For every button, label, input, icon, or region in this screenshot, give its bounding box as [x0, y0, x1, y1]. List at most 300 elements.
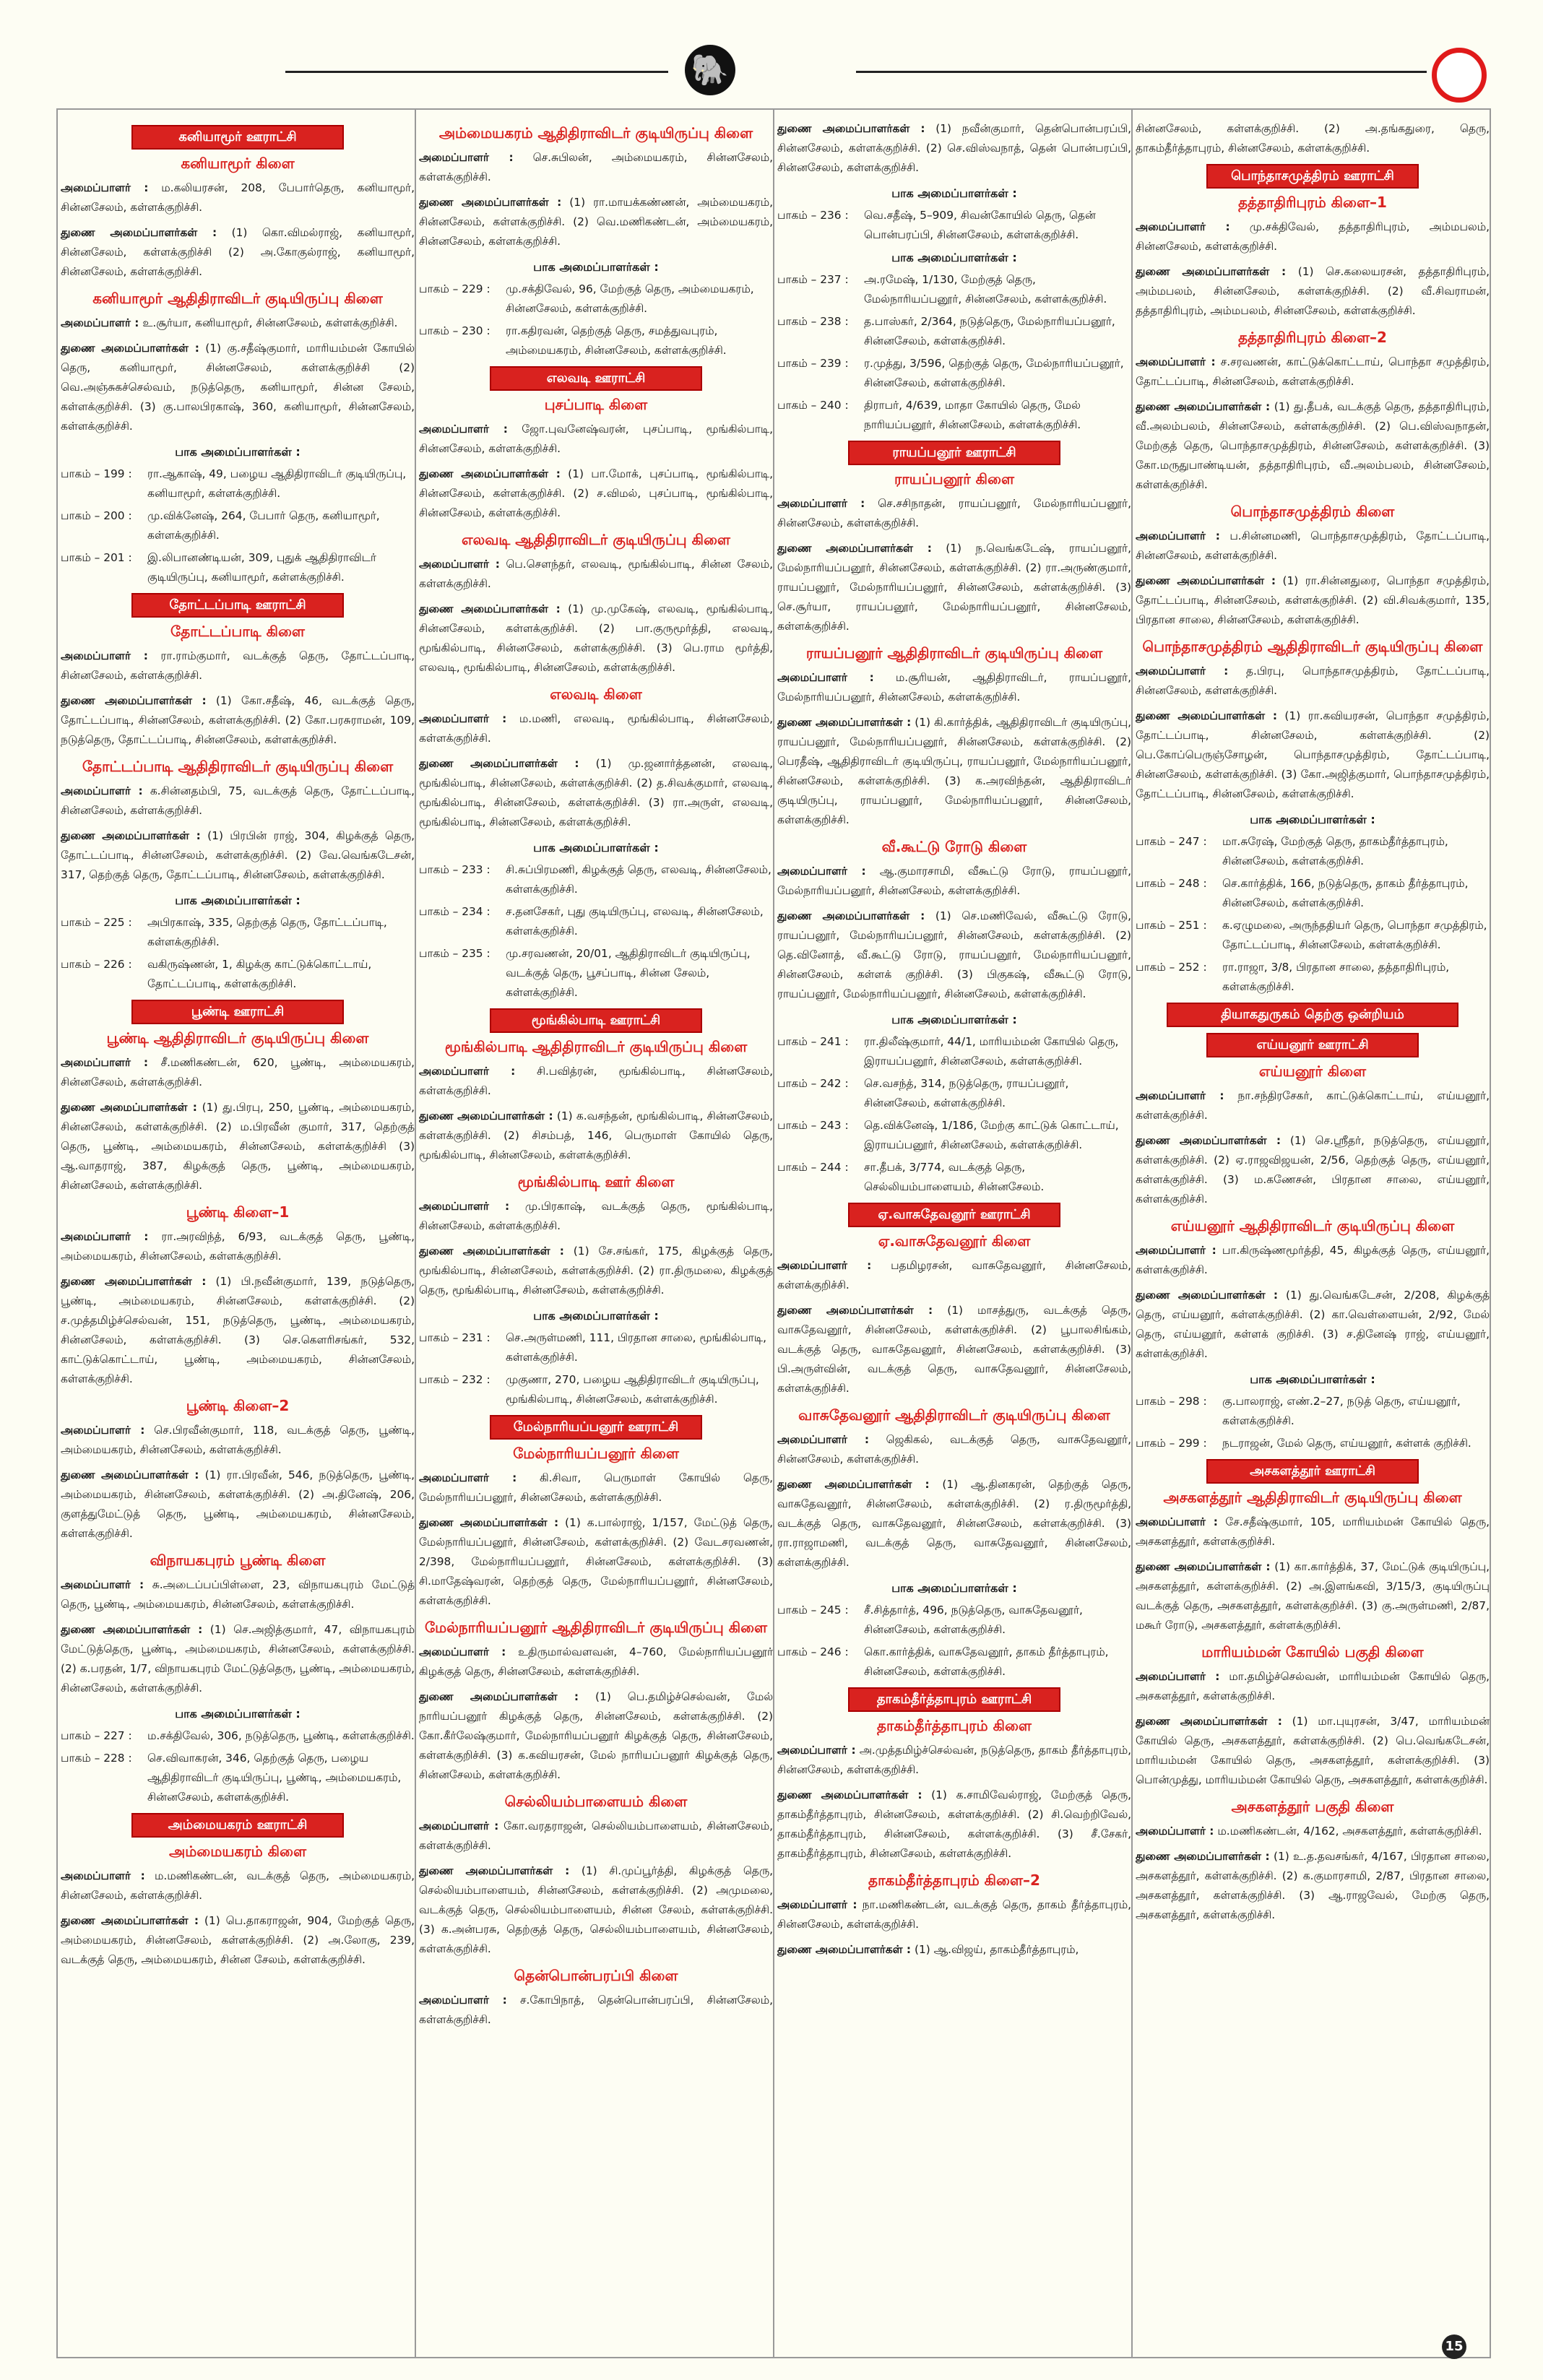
role-label: துணை அமைப்பாளர்கள் : — [1136, 709, 1278, 722]
organizer-details: பதமிழரசன், வாசுதேவனூர், சின்னசேலம், கள்ளக்குறிச்சி. — [777, 1259, 1131, 1291]
part-number: பாகம் – 227 : — [61, 1729, 132, 1742]
role-label: அமைப்பாளர் : — [419, 1200, 510, 1213]
organizer-entry — [1136, 352, 1490, 391]
part-details: முகுணா, 270, பழைய ஆதிதிராவிடர் குடியிருப்பு, மூங்கில்பாடி, சின்னசேலம், கள்ளக்குறிச்சி. — [506, 1373, 759, 1406]
branch-heading: தத்தாதிரிபுரம் கிளை–2 — [1238, 329, 1387, 346]
organizer-details: (1) து.பிரபு, 250, பூண்டி, அம்மையகரம், சின்னசேலம், கள்ளக்குறிச்சி. (2) ம.பிரவீன் குமார், 317, தெற்குத் தெரு, பூண்டி, அம்மையகரம், சின்னசேலம், கள்ளக்குறிச்சி (3) ஆ.வாதராஜ், 387, கிழக்குத் தெரு, பூண்டி, அம்மையகரம், சின்னசேலம், கள்ளக்குறிச்சி. — [61, 1101, 415, 1192]
branch-heading: எய்யனூர் கிளை — [1258, 1063, 1367, 1080]
organizer-entry — [419, 1861, 773, 1959]
part-organizers-heading: பாக அமைப்பாளர்கள் : — [175, 445, 301, 459]
organizer-entry — [419, 420, 773, 459]
part-organizers-heading: பாக அமைப்பாளர்கள் : — [533, 260, 659, 274]
role-label: துணை அமைப்பாளர்கள் : — [1136, 1134, 1281, 1147]
organizer-entry — [1136, 706, 1490, 804]
role-label: அமைப்பாளர் : — [1136, 529, 1220, 542]
panchayat-banner: ஏ.வாசுதேவனூர் ஊராட்சி — [848, 1203, 1060, 1227]
role-label: அமைப்பாளர் : — [1136, 1515, 1218, 1528]
organizer-details: (1) ந.வெங்கடேஷ், ராயப்பனூர், மேல்நாரியப்பனூர், சின்னசேலம், கள்ளக்குறிச்சி. (2) ரா.அருண்குமார், ராயப்பனூர், மேல்நாரியப்பனூர், சின்னசேலம், கள்ளக்குறிச்சி. (3) செ.சூர்யா, ராயப்பனூர், மேல்நாரியப்பனூர், சின்னசேலம், கள்ளக்குறிச்சி. — [777, 542, 1131, 633]
organizer-details: சி.பவித்ரன், மூங்கில்பாடி, சின்னசேலம், கள்ளக்குறிச்சி. — [419, 1065, 773, 1097]
role-label: துணை அமைப்பாளர்கள் : — [61, 1468, 199, 1481]
role-label: துணை அமைப்பாளர்கள் : — [1136, 1289, 1279, 1302]
role-label: அமைப்பாளர் : — [419, 423, 508, 436]
branch-heading: தாகம்தீர்த்தாபுரம் கிளை — [877, 1717, 1032, 1734]
part-details: மா.சுரேஷ், மேற்குத் தெரு, தாகம்தீர்த்தாபுரம், சின்னசேலம், கள்ளக்குறிச்சி. — [1222, 835, 1448, 867]
organizer-entry — [419, 600, 773, 678]
organizer-entry — [1136, 527, 1490, 566]
part-organizers-heading: பாக அமைப்பாளர்கள் : — [1250, 1372, 1375, 1386]
organizer-details: (1) க.வசந்தன், மூங்கில்பாடி, சின்னசேலம், கள்ளக்குறிச்சி. (2) சிசம்பத், 146, பெருமாள் கோயில் தெரு, மூங்கில்பாடி, சின்னசேலம், கள்ளக்குறிச்சி. — [419, 1109, 773, 1161]
part-entry — [777, 206, 1131, 245]
organizer-entry — [61, 691, 415, 750]
role-label: அமைப்பாளர் : — [777, 1433, 870, 1446]
organizer-details: (1) மு.முகேஷ், எலவடி, மூங்கில்பாடி, சின்னசேலம், கள்ளக்குறிச்சி. (2) பா.குருமூர்த்தி, எலவடி, மூங்கில்பாடி, சின்னசேலம், கள்ளக்குறிச்சி. (3) பெ.ராம மூர்த்தி, எலவடி, மூங்கில்பாடி, சின்னசேலம், கள்ளக்குறிச்சி. — [419, 602, 773, 674]
branch-heading: பூண்டி கிளை–2 — [186, 1397, 290, 1414]
role-label: துணை அமைப்பாளர்கள் : — [61, 342, 199, 355]
organizer-details: கி.சிவா, பெருமாள் கோயில் தெரு, மேல்நாரியப்பனூர், சின்னசேலம், கள்ளக்குறிச்சி. — [419, 1471, 773, 1504]
organizer-entry — [1136, 262, 1490, 321]
organizer-details: (1) மு.ஜனார்த்தனன், எலவடி, மூங்கில்பாடி, சின்னசேலம், கள்ளக்குறிச்சி. (2) த.சிவக்குமார், எலவடி, மூங்கில்பாடி, சின்னசேலம், கள்ளக்குறிச்சி. (3) ரா.அருள், எலவடி, மூங்கில்பாடி, சின்னசேலம், கள்ளக்குறிச்சி. — [419, 757, 773, 828]
role-label: அமைப்பாளர் : — [419, 1645, 506, 1658]
part-organizers-heading: பாக அமைப்பாளர்கள் : — [891, 1013, 1017, 1026]
organizer-entry — [419, 464, 773, 523]
organizer-details: ஜோ.புவனேஷ்வரன், புசப்பாடி, மூங்கில்பாடி, சின்னசேலம், கள்ளக்குறிச்சி. — [419, 423, 773, 455]
organizer-details: (1) ஆ.விஜய், தாகம்தீர்த்தாபுரம், — [914, 1943, 1079, 1956]
branch-heading: புசப்பாடி கிளை — [544, 396, 648, 413]
part-details: அ.ரமேஷ், 1/130, மேற்குத் தெரு, மேல்நாரியப்பனூர், சின்னசேலம், கள்ளக்குறிச்சி. — [864, 273, 1107, 306]
organizer-entry — [1136, 1847, 1490, 1925]
organizer-details: ஆ.குமாரசாமி, வீகூட்டு ரோடு, ராயப்பனூர், மேல்நாரியப்பனூர், சின்னசேலம், கள்ளக்குறிச்சி. — [777, 865, 1131, 897]
part-number: பாகம் – 251 : — [1136, 919, 1207, 932]
part-entry — [1136, 832, 1490, 871]
part-details: சீ.சித்தார்த், 496, நடுத்தெரு, வாசுதேவனூர், சின்னசேலம், கள்ளக்குறிச்சி. — [864, 1604, 1083, 1636]
part-details: நடராஜன், மேல் தெரு, எய்யனூர், கள்ளக் குறிச்சி. — [1222, 1437, 1471, 1450]
organizer-details: உதிருமால்வளவன், 4–760, மேல்நாரியப்பனூர் கிழக்குத் தெரு, சின்னசேலம், கள்ளக்குறிச்சி. — [419, 1645, 773, 1678]
organizer-details: ம.கலியரசன், 208, பேபார்தெரு, கனியாமூர், சின்னசேலம், கள்ளக்குறிச்சி. — [61, 181, 415, 214]
part-details: ரா.ஆகாஷ், 49, பழைய ஆதிதிராவிடர் குடியிருப்பு, கனியாமூர், கள்ளக்குறிச்சி. — [147, 467, 407, 500]
organizer-entry — [777, 1940, 1131, 1960]
organizer-details: ஜெகிகல், வடக்குத் தெரு, வாசுதேவனூர், சின்னசேலம், கள்ளக்குறிச்சி. — [777, 1433, 1131, 1466]
role-label: துணை அமைப்பாளர்கள் : — [1136, 1560, 1271, 1573]
organizer-details: மு.பிரகாஷ், வடக்குத் தெரு, மூங்கில்பாடி, சின்னசேலம், கள்ளக்குறிச்சி. — [419, 1200, 773, 1232]
part-details: ரா.திலீஷ்குமார், 44/1, மாரியம்மன் கோயில் தெரு, இராயப்பனூர், சின்னசேலம், கள்ளக்குறிச்சி. — [864, 1035, 1119, 1068]
part-number: பாகம் – 298 : — [1136, 1395, 1207, 1408]
organizer-details: (1) செ.கலையரசன், தத்தாதிரிபுரம், அம்மபலம், சின்னசேலம், கள்ளக்குறிச்சி. (2) வீ.சிவராமன், தத்தாதிரிபுரம், அம்மபலம், சின்னசேலம், கள்ளக்குறிச்சி. — [1136, 265, 1490, 317]
role-label: துணை அமைப்பாளர்கள் : — [419, 1864, 570, 1877]
page-header — [0, 0, 1543, 116]
organizer-details: (1) ரா.கவியரசன், பொந்தா சமுத்திரம், தோட்டப்பாடி, சின்னசேலம், கள்ளக்குறிச்சி. (2) பெ.கோப்பெருஞ்சோழன், பொந்தாசமுத்திரம், தோட்டப்பாடி, சின்னசேலம், கள்ளக்குறிச்சி. (3) கோ.அஜித்குமார், பொந்தாசமுத்திரம், தோட்டப்பாடி, சின்னசேலம், கள்ளக்குறிச்சி. — [1136, 709, 1490, 800]
organizer-entry — [61, 313, 415, 333]
role-label: துணை அமைப்பாளர்கள் : — [777, 1304, 933, 1317]
part-organizers-heading: பாக அமைப்பாளர்கள் : — [891, 1581, 1017, 1595]
organizer-details: ரா.அரவிந்த், 6/93, வடக்குத் தெரு, பூண்டி, அம்மையகரம், சின்னசேலம், கள்ளக்குறிச்சி. — [61, 1230, 415, 1263]
role-label: துணை அமைப்பாளர்கள் : — [1136, 400, 1271, 413]
branch-heading: மூங்கில்பாடி ஆதிதிராவிடர் குடியிருப்பு கிளை — [444, 1038, 748, 1055]
panchayat-banner: எலவடி ஊராட்சி — [490, 366, 702, 391]
part-number: பாகம் – 240 : — [777, 399, 849, 412]
part-details: கொ.கார்த்திக், வாசுதேவனூர், தாகம் தீர்த்தாபுரம், சின்னசேலம், கள்ளக்குறிச்சி. — [864, 1645, 1109, 1678]
part-entry — [1136, 1434, 1490, 1453]
part-entry — [419, 902, 773, 941]
part-entry — [419, 860, 773, 899]
organizer-entry — [1136, 1712, 1490, 1790]
organizer-details: பெ.சௌந்தர், எலவடி, மூங்கில்பாடி, சின்ன சேலம், கள்ளக்குறிச்சி. — [419, 558, 773, 590]
part-number: பாகம் – 234 : — [419, 905, 490, 918]
role-label: துணை அமைப்பாளர்கள் : — [1136, 1715, 1282, 1728]
column-3 — [777, 119, 1131, 2329]
organizer-entry — [419, 1687, 773, 1785]
organizer-entry — [419, 709, 773, 748]
part-entry — [777, 1643, 1131, 1682]
organizer-entry — [419, 1513, 773, 1611]
part-details: இ.லிபானண்டியன், 309, புதுக் ஆதிதிராவிடர் குடியிருப்பு, கனியாமூர், கள்ளக்குறிச்சி. — [147, 551, 376, 584]
part-details: ம.சக்திவேல், 306, நடுத்தெரு, பூண்டி, கள்ளக்குறிச்சி. — [147, 1729, 415, 1742]
organizer-details: சு.அடைப்பப்பிள்ளை, 23, விநாயகபுரம் மேட்டுத் தெரு, பூண்டி, அம்மையகரம், சின்னசேலம், கள்ளக்குறிச்சி. — [61, 1578, 415, 1611]
organizer-entry — [1136, 1086, 1490, 1125]
part-entry — [419, 944, 773, 1003]
organizer-entry — [61, 178, 415, 217]
role-label: அமைப்பாளர் : — [419, 1065, 516, 1078]
part-organizers-heading: பாக அமைப்பாளர்கள் : — [533, 841, 659, 854]
organizer-details: (1) நவீன்குமார், தென்பொன்பரப்பி, சின்னசேலம், கள்ளக்குறிச்சி. (2) செ.விஸ்வநாத், தென் பொன்பரப்பி, சின்னசேலம், கள்ளக்குறிச்சி. — [777, 122, 1131, 174]
part-entry — [1136, 874, 1490, 913]
part-number: பாகம் – 241 : — [777, 1035, 849, 1048]
organizer-details: (1) க.பால்ராஜ், 1/157, மேட்டுத் தெரு, மேல்நாரியப்பனூர், சின்னசேலம், கள்ளக்குறிச்சி. (2) வேடசரவணன், 2/398, மேல்நாரியப்பனூர், சின்னசேலம், கள்ளக்குறிச்சி. (3) சி.மாதேஷ்வரன், தெற்குத் தெரு, மேல்நாரியப்பனூர், சின்னசேலம், கள்ளக்குறிச்சி. — [419, 1516, 773, 1607]
organizer-entry — [61, 1866, 415, 1905]
organizer-entry — [1136, 1241, 1490, 1280]
organizer-details: (1) க.சாமிவேல்ராஜ், மேற்குத் தெரு, தாகம்தீர்த்தாபுரம், சின்னசேலம், கள்ளக்குறிச்சி. (2) சி.வெற்றிவேல், தாகம்தீர்த்தாபுரம், சின்னசேலம், கள்ளக்குறிச்சி. (3) சீ.சேகர், தாகம்தீர்த்தாபுரம், சின்னசேலம், கள்ளக்குறிச்சி. — [777, 1788, 1131, 1860]
header-rule-left — [285, 71, 668, 73]
red-ring-icon — [1432, 48, 1487, 103]
part-entry — [419, 321, 773, 360]
part-organizers-heading: பாக அமைப்பாளர்கள் : — [175, 1707, 301, 1721]
branch-heading: எய்யனூர் ஆதிதிராவிடர் குடியிருப்பு கிளை — [1170, 1217, 1455, 1234]
organizer-details: (1) கி.கார்த்திக், ஆதிதிராவிடர் குடியிருப்பு, ராயப்பனூர், மேல்நாரியப்பனூர், சின்னசேலம், கள்ளக்குறிச்சி. (2) பெரதீஷ், ஆதிதிராவிடர் குடியிருப்பு, ராயப்பனூர், மேல்நாரியப்பனூர், சின்னசேலம், கள்ளக்குறிச்சி. (3) க.அரவிந்தன், ஆதிதிராவிடர் குடியிருப்பு, ராயப்பனூர், மேல்நாரியப்பனூர், சின்னசேலம், கள்ளக்குறிச்சி. — [777, 716, 1131, 826]
role-label: துணை அமைப்பாளர்கள் : — [777, 1788, 922, 1801]
part-details: அபிரகாஷ், 335, தெற்குத் தெரு, தோட்டப்பாடி, கள்ளக்குறிச்சி. — [147, 916, 387, 948]
role-label: அமைப்பாளர் : — [419, 712, 507, 725]
panchayat-banner: பொந்தாசமுத்திரம் ஊராட்சி — [1206, 164, 1419, 189]
part-number: பாகம் – 229 : — [419, 282, 490, 295]
role-label: துணை அமைப்பாளர்கள் : — [777, 716, 912, 729]
organizer-details: (1) ரா.சின்னதுரை, பொந்தா சமுத்திரம், தோட்டப்பாடி, சின்னசேலம், கள்ளக்குறிச்சி. (2) வி.சிவக்குமார், 135, பிரதான சாலை, சின்னசேலம், கள்ளக்குறிச்சி. — [1136, 574, 1490, 626]
part-organizers-heading: பாக அமைப்பாளர்கள் : — [175, 893, 301, 907]
branch-heading: தோட்டப்பாடி ஆதிதிராவிடர் குடியிருப்பு கிளை — [82, 758, 394, 775]
branch-heading: எலவடி கிளை — [550, 685, 642, 703]
panchayat-banner: தாகம்தீர்த்தாபுரம் ஊராட்சி — [848, 1687, 1060, 1712]
organizer-entry — [1136, 119, 1490, 158]
column-2 — [419, 119, 773, 2329]
part-organizers-heading: பாக அமைப்பாளர்கள் : — [891, 186, 1017, 200]
part-number: பாகம் – 237 : — [777, 273, 849, 286]
branch-heading: தென்பொன்பரப்பி கிளை — [514, 1967, 678, 1984]
organizer-details: சின்னசேலம், கள்ளக்குறிச்சி. (2) அ.தங்கதுரை, தெரு, தாகம்தீர்த்தாபுரம், சின்னசேலம், கள்ளக்குறிச்சி. — [1136, 122, 1490, 155]
part-number: பாகம் – 230 : — [419, 324, 490, 337]
organizer-details: ம.மணி, எலவடி, மூங்கில்பாடி, சின்னசேலம், கள்ளக்குறிச்சி. — [419, 712, 773, 745]
part-details: சா.தீபக், 3/774, வடக்குத் தெரு, செல்லியம்பாளையம், சின்னசேலம். — [864, 1161, 1045, 1193]
part-number: பாகம் – 200 : — [61, 509, 132, 522]
role-label: அமைப்பாளர் : — [61, 1230, 149, 1243]
organizer-details: உ.சூர்யா, கனியாமூர், சின்னசேலம், கள்ளக்குறிச்சி. — [142, 316, 398, 329]
part-entry — [61, 464, 415, 503]
organizer-entry — [1136, 1131, 1490, 1209]
branch-heading: ஏ.வாசுதேவனூர் கிளை — [878, 1232, 1031, 1250]
organizer-details: ப.சின்னமணி, பொந்தாசமுத்திரம், தோட்டப்பாடி, சின்னசேலம், கள்ளக்குறிச்சி. — [1136, 529, 1490, 562]
part-number: பாகம் – 244 : — [777, 1161, 849, 1174]
organizer-entry — [777, 1430, 1131, 1469]
part-number: பாகம் – 236 : — [777, 209, 849, 222]
organizer-details: (1) ரா.பிரவீன், 546, நடுத்தெரு, பூண்டி, அம்மையகரம், சின்னசேலம், கள்ளக்குறிச்சி. (2) அ.தினேஷ், 206, குளத்துமேட்டுத் தெரு, பூண்டி, அம்மையகரம், சின்னசேலம், கள்ளக்குறிச்சி. — [61, 1468, 415, 1540]
part-number: பாகம் – 199 : — [61, 467, 132, 480]
panchayat-banner: கனியாமூர் ஊராட்சி — [131, 125, 344, 150]
organizer-details: மு.சக்திவேல், தத்தாதிரிபுரம், அம்மபலம், சின்னசேலம், கள்ளக்குறிச்சி. — [1136, 220, 1490, 253]
role-label: அமைப்பாளர் : — [419, 151, 514, 164]
organizer-entry — [61, 1227, 415, 1266]
column-1 — [61, 119, 415, 2329]
organizer-details: நா.மணிகண்டன், வடக்குத் தெரு, தாகம் தீர்த்தாபுரம், சின்னசேலம், கள்ளக்குறிச்சி. — [777, 1898, 1131, 1931]
organizer-entry — [419, 1643, 773, 1682]
organizer-details: ம.சூரியன், ஆதிதிராவிடர், ராயப்பனூர், மேல்நாரியப்பனூர், சின்னசேலம், கள்ளக்குறிச்சி. — [777, 671, 1131, 704]
branch-heading: ராயப்பனூர் ஆதிதிராவிடர் குடியிருப்பு கிளை — [805, 644, 1103, 662]
organizer-entry — [1136, 217, 1490, 256]
organizer-details: ம.மணிகண்டன், 4/162, அசகளத்தூர், கள்ளக்குறிச்சி. — [1217, 1825, 1482, 1838]
role-label: அமைப்பாளர் : — [61, 1869, 145, 1882]
role-label: அமைப்பாளர் : — [1136, 665, 1229, 678]
part-number: பாகம் – 245 : — [777, 1604, 849, 1617]
branch-heading: அம்மையகரம் கிளை — [168, 1843, 307, 1860]
organizer-details: பா.கிருஷ்ணமூர்த்தி, 45, கிழக்குத் தெரு, எய்யனூர், கள்ளக்குறிச்சி. — [1136, 1244, 1490, 1276]
part-entry — [777, 1032, 1131, 1071]
part-entry — [777, 1601, 1131, 1640]
part-details: தெ.விக்னேஷ், 1/186, மேற்கு காட்டுக் கொட்டாய், இராயப்பனூர், சின்னசேலம், கள்ளக்குறிச்சி. — [864, 1119, 1119, 1151]
branch-heading: அம்மையகரம் ஆதிதிராவிடர் குடியிருப்பு கிளை — [438, 124, 753, 142]
role-label: துணை அமைப்பாளர்கள் : — [419, 1516, 559, 1529]
role-label: அமைப்பாளர் : — [61, 1578, 144, 1591]
part-entry — [61, 506, 415, 545]
part-details: வெ.சதீஷ், 5–909, சிவன்கோயில் தெரு, தென் பொன்பரப்பி, சின்னசேலம், கள்ளக்குறிச்சி. — [864, 209, 1096, 241]
part-entry — [777, 396, 1131, 435]
branch-heading: தாகம்தீர்த்தாபுரம் கிளை–2 — [868, 1871, 1040, 1889]
role-label: துணை அமைப்பாளர்கள் : — [1136, 574, 1276, 587]
part-number: பாகம் – 233 : — [419, 863, 490, 876]
organizer-details: (1) பா.மோக், புசப்பாடி, மூங்கில்பாடி, சின்னசேலம், கள்ளக்குறிச்சி. (2) ச.விமல், புசப்பாடி, மூங்கில்பாடி, சின்னசேலம், கள்ளக்குறிச்சி. — [419, 467, 773, 519]
part-details: க.ஏழுமலை, அருந்ததியர் தெரு, பொந்தா சமுத்திரம், தோட்டப்பாடி, சின்னசேலம், கள்ளக்குறிச்சி. — [1222, 919, 1487, 951]
organizer-details: மா.தமிழ்ச்செல்வன், மாரியம்மன் கோயில் தெரு, அசகளத்தூர், கள்ளக்குறிச்சி. — [1136, 1670, 1490, 1702]
organizer-entry — [61, 646, 415, 685]
part-entry — [61, 548, 415, 587]
role-label: துணை அமைப்பாளர்கள் : — [419, 602, 561, 615]
organizer-details: (1) பெ.தமிழ்ச்செல்வன், மேல் நாரியப்பனூர் கிழக்குத் தெரு, சின்னசேலம், கள்ளக்குறிச்சி. (2) கோ.கீர்லேஷ்குமார், மேல்நாரியப்பனூர் கிழக்குத் தெரு, சின்னசேலம், கள்ளக்குறிச்சி. (3) க.கவியரசன், மேல் நாரியப்பனூர் கிழக்குத் தெரு, சின்னசேலம், கள்ளக்குறிச்சி. — [419, 1690, 773, 1781]
branch-heading: மாரியம்மன் கோயில் பகுதி கிளை — [1201, 1643, 1424, 1661]
part-number: பாகம் – 248 : — [1136, 877, 1207, 890]
branch-heading: மேல்நாரியப்பனூர் ஆதிதிராவிடர் குடியிருப்பு கிளை — [424, 1619, 768, 1636]
organizer-entry — [777, 1301, 1131, 1398]
part-details: செ.அருள்மணி, 111, பிரதான சாலை, மூங்கில்பாடி, கள்ளக்குறிச்சி. — [506, 1331, 766, 1364]
organizer-details: செ.பிரவீன்குமார், 118, வடக்குத் தெரு, பூண்டி, அம்மையகரம், சின்னசேலம், கள்ளக்குறிச்சி. — [61, 1424, 415, 1456]
role-label: அமைப்பாளர் : — [1136, 1670, 1220, 1683]
part-entry — [777, 354, 1131, 393]
organizer-details: (1) கொ.விமல்ராஜ், கனியாமூர், சின்னசேலம், கள்ளக்குறிச்சி (2) அ.கோகுல்ராஜ், கனியாமூர், சின்னசேலம், கள்ளக்குறிச்சி. — [61, 226, 415, 278]
part-number: பாகம் – 238 : — [777, 315, 849, 328]
branch-heading: பூண்டி ஆதிதிராவிடர் குடியிருப்பு கிளை — [106, 1029, 369, 1047]
role-label: துணை அமைப்பாளர்கள் : — [419, 757, 579, 770]
branch-heading: கனியாமூர் ஆதிதிராவிடர் குடியிருப்பு கிளை — [92, 290, 383, 307]
part-details: செ.வசந்த், 314, நடுத்தெரு, ராயப்பனூர், சின்னசேலம், கள்ளக்குறிச்சி. — [864, 1077, 1069, 1109]
role-label: துணை அமைப்பாளர்கள் : — [61, 694, 207, 707]
branch-heading: ராயப்பனூர் கிளை — [894, 470, 1015, 488]
role-label: அமைப்பாளர் : — [61, 1424, 145, 1437]
branch-heading: தோட்டப்பாடி கிளை — [170, 623, 305, 640]
organizer-details: (1) உ.த.தவசங்கர், 4/167, பிரதான சாலை, அசகளத்தூர், கள்ளக்குறிச்சி. (2) க.குமாரசாமி, 2/87, பிரதான சாலை, அசகளத்தூர், கள்ளக்குறிச்சி. (3) ஆ.ராஜவேல், மேற்கு தெரு, அசகளத்தூர், கள்ளக்குறிச்சி. — [1136, 1850, 1490, 1921]
branch-heading: செல்லியம்பாளையம் கிளை — [504, 1793, 688, 1810]
organizer-details: (1) ரா.மாயக்கண்ணன், அம்மையகரம், சின்னசேலம், கள்ளக்குறிச்சி. (2) வெ.மணிகண்டன், அம்மையகரம், சின்னசேலம், கள்ளக்குறிச்சி. — [419, 196, 773, 248]
column-4 — [1136, 119, 1490, 2329]
role-label: அமைப்பாளர் : — [61, 649, 148, 662]
panchayat-banner: பூண்டி ஊராட்சி — [131, 1000, 344, 1024]
branch-heading: தத்தாதிரிபுரம் கிளை–1 — [1238, 194, 1387, 211]
organizer-entry — [61, 1272, 415, 1389]
part-details: த.பாஸ்கர், 2/364, நடுத்தெரு, மேல்நாரியப்பனூர், சின்னசேலம், கள்ளக்குறிச்சி. — [864, 315, 1115, 347]
role-label: அமைப்பாளர் : — [1136, 355, 1216, 368]
organizer-entry — [419, 1197, 773, 1236]
part-details: ச.தனசேகர், புது குடியிருப்பு, எலவடி, சின்னசேலம், கள்ளக்குறிச்சி. — [506, 905, 764, 938]
organizer-details: (1) மாசத்துரு, வடக்குத் தெரு, வாசுதேவனூர், சின்னசேலம், கள்ளக்குறிச்சி. (2) பூபாலசிங்கம், வடக்குத் தெரு, வாசுதேவனூர், சின்னசேலம், கள்ளக்குறிச்சி. (3) பி.அருள்வின், வடக்குத் தெரு, வாசுதேவனூர், சின்னசேலம், கள்ளக்குறிச்சி. — [777, 1304, 1131, 1395]
part-organizers-heading: பாக அமைப்பாளர்கள் : — [1250, 813, 1375, 826]
organizer-details: ரா.ராம்குமார், வடக்குத் தெரு, தோட்டப்பாடி, சின்னசேலம், கள்ளக்குறிச்சி. — [61, 649, 415, 682]
part-entry — [61, 1726, 415, 1746]
organizer-details: ச.சரவணன், காட்டுக்கொட்டாய், பொந்தா சமுத்திரம், தோட்டப்பாடி, சின்னசேலம், கள்ளக்குறிச்சி. — [1136, 355, 1490, 388]
organizer-entry — [777, 1895, 1131, 1934]
branch-heading: அசகளத்தூர் ஆதிதிராவிடர் குடியிருப்பு கிளை — [1163, 1489, 1462, 1506]
header-rule-right — [856, 71, 1427, 73]
part-entry — [61, 1749, 415, 1807]
part-number: பாகம் – 239 : — [777, 357, 849, 370]
branch-heading: பொந்தாசமுத்திரம் ஆதிதிராவிடர் குடியிருப்பு கிளை — [1142, 638, 1483, 655]
organizer-details: சே.சதீஷ்குமார், 105, மாரியம்மன் கோயில் தெரு, அசகளத்தூர், கள்ளக்குறிச்சி. — [1136, 1515, 1490, 1548]
part-details: திராபர், 4/639, மாதா கோயில் தெரு, மேல் நாரியப்பனூர், சின்னசேலம், கள்ளக்குறிச்சி. — [864, 399, 1081, 431]
branch-heading: மேல்நாரியப்பனூர் கிளை — [513, 1445, 679, 1462]
role-label: அமைப்பாளர் : — [1136, 1244, 1216, 1257]
organizer-entry — [419, 1817, 773, 1856]
part-details: மு.விக்னேஷ், 264, பேபார் தெரு, கனியாமூர், கள்ளக்குறிச்சி. — [147, 509, 380, 542]
part-entry — [777, 1074, 1131, 1113]
organizer-details: செ.சுபிலன், அம்மையகரம், சின்னசேலம், கள்ளக்குறிச்சி. — [419, 151, 773, 183]
part-entry — [1136, 1392, 1490, 1431]
organizer-entry — [419, 555, 773, 594]
organizer-details: (1) கா.கார்த்திக், 37, மேட்டுக் குடியிருப்பு, அசகளத்தூர், கள்ளக்குறிச்சி. (2) அ.இளங்கவி, 3/15/3, குடியிருப்பு வடக்குத் தெரு, அசகளத்தூர், கள்ளக்குறிச்சி. (3) கு.அருள்மணி, 2/87, மகூர் ரோடு, அசகளத்தூர், கள்ளக்குறிச்சி. — [1136, 1560, 1490, 1632]
part-details: செ.விவாகரன், 346, தெற்குத் தெரு, பழைய ஆதிதிராவிடர் குடியிருப்பு, பூண்டி, அம்மையகரம், சின்னசேலம், கள்ளக்குறிச்சி. — [147, 1752, 402, 1804]
panchayat-banner: ராயப்பனூர் ஊராட்சி — [848, 441, 1060, 465]
branch-heading: அசகளத்தூர் பகுதி கிளை — [1231, 1798, 1394, 1815]
panchayat-banner: தோட்டப்பாடி ஊராட்சி — [131, 593, 344, 618]
organizer-entry — [419, 1242, 773, 1300]
organizer-entry — [419, 1107, 773, 1165]
branch-heading: பொந்தாசமுத்திரம் கிளை — [1230, 503, 1395, 520]
part-number: பாகம் – 201 : — [61, 551, 132, 564]
role-label: அமைப்பாளர் : — [1136, 220, 1230, 233]
organizer-details: (1) செ.அஜித்குமார், 47, விநாயகபுரம் மேட்டுத்தெரு, பூண்டி, அம்மையகரம், சின்னசேலம், கள்ளக்குறிச்சி. (2) க.பரதன், 1/7, விநாயகபுரம் மேட்டுத்தெரு, பூண்டி, அம்மையகரம், சின்னசேலம், கள்ளக்குறிச்சி. — [61, 1623, 415, 1695]
organizer-entry — [777, 1256, 1131, 1295]
organizer-entry — [777, 119, 1131, 178]
part-entry — [419, 1370, 773, 1409]
organizer-details: (1) சி.முப்பூர்த்தி, கிழக்குத் தெரு, செல்லியம்பாளையம், சின்னசேலம், கள்ளக்குறிச்சி. (2) அமுமலை, வடக்குத் தெரு, செல்லியம்பாளையம், சின்ன சேலம், கள்ளக்குறிச்சி. (3) க.அன்பரசு, தெற்குத் தெரு, செல்லியம்பாளையம், சின்னசேலம், கள்ளக்குறிச்சி. — [419, 1864, 773, 1955]
organizer-entry — [419, 754, 773, 832]
organizer-details: க.சின்னதம்பி, 75, வடக்குத் தெரு, தோட்டப்பாடி, சின்னசேலம், கள்ளக்குறிச்சி. — [61, 784, 415, 817]
organizer-details: ச.கோபிநாத், தென்பொன்பரப்பி, சின்னசேலம், கள்ளக்குறிச்சி. — [419, 1994, 773, 2026]
organizer-entry — [1136, 1513, 1490, 1552]
part-number: பாகம் – 226 : — [61, 958, 132, 971]
organizer-entry — [1136, 1822, 1490, 1841]
organizer-entry — [61, 1053, 415, 1092]
part-entry — [777, 1116, 1131, 1155]
role-label: துணை அமைப்பாளர்கள் : — [419, 467, 561, 480]
part-entry — [777, 1158, 1131, 1197]
organizer-entry — [777, 862, 1131, 901]
part-number: பாகம் – 252 : — [1136, 961, 1207, 974]
part-number: பாகம் – 228 : — [61, 1752, 132, 1765]
elephant-logo-icon: 🐘 — [685, 45, 735, 95]
organizer-entry — [777, 713, 1131, 830]
organizer-details: சீ.மணிகண்டன், 620, பூண்டி, அம்மையகரம், சின்னசேலம், கள்ளக்குறிச்சி. — [61, 1056, 415, 1089]
role-label: துணை அமைப்பாளர்கள் : — [777, 1478, 930, 1491]
organizer-entry — [777, 539, 1131, 636]
role-label: அமைப்பாளர் : — [419, 558, 500, 571]
role-label: துணை அமைப்பாளர்கள் : — [1136, 265, 1287, 278]
panchayat-banner: மூங்கில்பாடி ஊராட்சி — [490, 1008, 702, 1033]
part-details: ரா.கதிரவன், தெற்குத் தெரு, சமத்துவபுரம், அம்மையகரம், சின்னசேலம், கள்ளக்குறிச்சி. — [506, 324, 727, 357]
branch-heading: வீ.கூட்டு ரோடு கிளை — [881, 838, 1027, 855]
organizer-details: (1) பி.நவீன்குமார், 139, நடுத்தெரு, பூண்டி, அம்மையகரம், சின்னசேலம், கள்ளக்குறிச்சி. (2) ச.முத்தமிழ்ச்செல்வன், 151, நடுத்தெரு, பூண்டி, அம்மையகரம், சின்னசேலம், கள்ளக்குறிச்சி. (3) செ.கௌரிசங்கர், 532, காட்டுக்கொட்டாய், பூண்டி, அம்மையகரம், சின்னசேலம், கள்ளக்குறிச்சி. — [61, 1275, 415, 1385]
role-label: அமைப்பாளர் : — [419, 1819, 499, 1832]
organizer-entry — [61, 1911, 415, 1970]
role-label: துணை அமைப்பாளர்கள் : — [61, 1623, 203, 1636]
role-label: அமைப்பாளர் : — [777, 1898, 857, 1911]
role-label: அமைப்பாளர் : — [777, 671, 874, 684]
organizer-details: (1) து.வெங்கடேசன், 2/208, கிழக்குத் தெரு, எய்யனூர், கள்ளக்குறிச்சி. (2) கா.வெள்ளையன், 2/92, மேல் தெரு, எய்யனூர், கள்ளக் குறிச்சி. (3) ச.தினேஷ் ராஜ், எய்யனூர், கள்ளக்குறிச்சி. — [1136, 1289, 1490, 1360]
part-number: பாகம் – 299 : — [1136, 1437, 1207, 1450]
role-label: துணை அமைப்பாளர்கள் : — [61, 226, 217, 239]
organizer-entry — [1136, 1286, 1490, 1364]
part-details: செ.கார்த்திக், 166, நடுத்தெரு, தாகம் தீர்த்தாபுரம், சின்னசேலம், கள்ளக்குறிச்சி. — [1222, 877, 1469, 909]
role-label: துணை அமைப்பாளர்கள் : — [419, 196, 562, 209]
role-label: அமைப்பாளர் : — [419, 1471, 517, 1484]
part-details: வகிருஷ்ணன், 1, கிழக்கு காட்டுக்கொட்டாய், தோட்டப்பாடி, கள்ளக்குறிச்சி. — [147, 958, 372, 990]
organizer-entry — [419, 1991, 773, 2030]
organizer-entry — [1136, 1557, 1490, 1635]
organizer-entry — [1136, 571, 1490, 630]
part-number: பாகம் – 235 : — [419, 947, 490, 960]
role-label: துணை அமைப்பாளர்கள் : — [419, 1109, 553, 1122]
role-label: துணை அமைப்பாளர்கள் : — [61, 1275, 207, 1288]
role-label: துணை அமைப்பாளர்கள் : — [61, 829, 201, 842]
organizer-entry — [61, 223, 415, 282]
role-label: அமைப்பாளர் : — [61, 316, 139, 329]
part-organizers-heading: பாக அமைப்பாளர்கள் : — [891, 251, 1017, 264]
role-label: அமைப்பாளர் : — [61, 181, 149, 194]
role-label: துணை அமைப்பாளர்கள் : — [61, 1914, 199, 1927]
panchayat-banner: எய்யனூர் ஊராட்சி — [1206, 1033, 1419, 1057]
role-label: அமைப்பாளர் : — [777, 497, 865, 510]
part-entry — [61, 913, 415, 952]
role-label: அமைப்பாளர் : — [419, 1994, 507, 2007]
organizer-entry — [61, 826, 415, 885]
organizer-details: (1) கு.சதீஷ்குமார், மாரியம்மன் கோயில் தெரு, கனியாமூர், சின்னசேலம், கள்ளக்குறிச்சி (2) வெ.அஞ்சுகச்செல்வம், நடுத்தெரு, கனியாமூர், சின்ன சேலம், கள்ளக்குறிச்சி. (3) கு.பாலபிரகாஷ், 360, கனியாமூர், சின்னசேலம், கள்ளக்குறிச்சி. — [61, 342, 415, 433]
panchayat-banner: அம்மையகரம் ஊராட்சி — [131, 1813, 344, 1838]
part-entry — [1136, 916, 1490, 955]
branch-heading: எலவடி ஆதிதிராவிடர் குடியிருப்பு கிளை — [462, 531, 730, 548]
organizer-entry — [419, 148, 773, 187]
organizer-details: (1) பெ.தாகராஜன், 904, மேற்குத் தெரு, அம்மையகரம், சின்னசேலம், கள்ளக்குறிச்சி. (2) அ.லோகு, 239, வடக்குத் தெரு, அம்மையகரம், சின்ன சேலம், கள்ளக்குறிச்சி. — [61, 1914, 415, 1966]
role-label: துணை அமைப்பாளர்கள் : — [777, 122, 925, 135]
